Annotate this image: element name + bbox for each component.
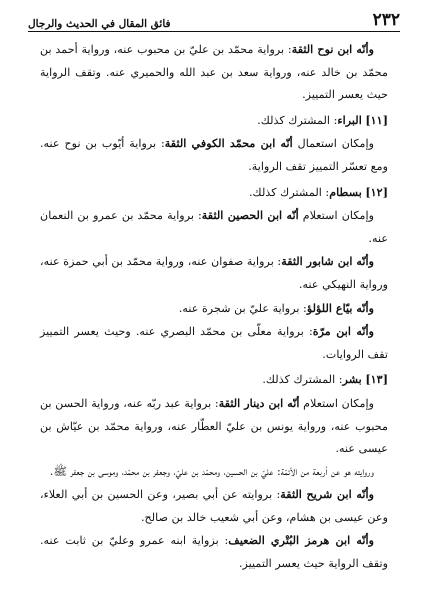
paragraph-text: : برواية أيّوب بن نوح عنه. ومع تعسّر التمييز تقف الرواية. — [40, 137, 388, 173]
paragraph-lead: وأنّه بيّاع اللؤلؤ — [306, 300, 374, 315]
entry-heading-text: : المشترك كذلك. — [248, 185, 330, 199]
paragraph — [40, 204, 388, 250]
paragraph-text: : برواية محمّد بن عمرو بن النعمان عنه. — [40, 209, 388, 245]
page-header — [28, 8, 400, 30]
paragraph — [40, 483, 388, 529]
paragraph-lead: أنّه ابن الحصين الثقة — [201, 208, 299, 223]
paragraph-prefix: وإمكان استعلام — [299, 396, 374, 410]
paragraph — [40, 38, 388, 107]
paragraph — [40, 461, 388, 484]
paragraph — [40, 529, 388, 575]
paragraph — [40, 250, 388, 296]
entry-number: [١٣] — [365, 372, 388, 387]
paragraph — [40, 392, 388, 461]
paragraph-prefix: وإمكان استعمال — [292, 137, 375, 151]
entry-heading — [40, 366, 388, 392]
entry-number: [١٢] — [365, 184, 388, 199]
entry-heading — [40, 179, 388, 205]
entry-heading-text: : المشترك كذلك. — [257, 113, 338, 127]
paragraph-text: : بروايته عن أبي بصير، وعن الحسين بن أبي العلاء، وعن عيسى بن هشام، وعن أبي شعيب خالد بن صالح. — [40, 488, 388, 524]
paragraph-lead: وأنّه ابن نوح الثقة — [291, 42, 374, 56]
entry-number: [١١] — [365, 112, 388, 127]
paragraph-text: : برواية صفوان عنه، ورواية محمّد بن أبي حمزة عنه، ورواية النهيكي عنه. — [40, 255, 388, 291]
entry-heading — [40, 107, 388, 133]
paragraph-text: : برواية عليّ بن شجرة عنه. — [178, 301, 307, 315]
page-number: ٢٣٢ — [372, 10, 400, 30]
paragraph — [40, 320, 388, 366]
running-title: فائق المقال في الحديث والرجال — [28, 18, 171, 30]
entry-name: بسطام — [329, 184, 362, 199]
paragraph-prefix: وإمكان استعلام — [298, 209, 374, 223]
paragraph-text: : برواية عبد ربّه عنه، ورواية الحسن بن محبوب عنه، ورواية يونس بن عليّ العطّار عنه، ورواية محمّد بن عيّاش بن عيسى عنه. — [40, 396, 388, 456]
entry-name: بشر — [342, 372, 362, 387]
page-body — [40, 38, 388, 576]
paragraph-text: وروايته هو عن أربعة من الأئمّة: عليّ بن الحسين، ومحمّد بن عليّ، وجعفر بن محمّد، وموسى بن جعفر ﷺ. — [49, 464, 374, 478]
paragraph-text: : برواية محمّد بن عليّ بن محبوب عنه، ورواية أحمد بن محمّد بن خالد عنه، ورواية سعد بن عبد الله والحميري عنه. وتقف الرواية حيث يعسر التمييز. — [40, 43, 388, 102]
paragraph-lead: أنّه ابن دينار الثقة — [218, 395, 300, 410]
header-divider — [28, 31, 400, 32]
paragraph-lead: وأنّه ابن مرّة — [312, 324, 374, 339]
paragraph-text: : برواية معلّى بن محمّد البصري عنه. وحيث يعسر التمييز تقف الروايات. — [40, 325, 388, 361]
entry-name: البراء — [337, 112, 362, 127]
paragraph-lead: وأنّه ابن هرمز البُتْري الضعيف — [228, 533, 374, 548]
entry-heading-text: : المشترك كذلك. — [262, 373, 343, 387]
paragraph — [40, 132, 388, 178]
paragraph-lead: وأنّه ابن شابور الثقة — [281, 254, 374, 269]
paragraph — [40, 297, 388, 321]
paragraph-lead: أنّه ابن محمّد الكوفي الثقة — [164, 136, 293, 151]
paragraph-text: : بزواية ابنه عمرو وعليّ بن ثابت عنه. وتقف الرواية حيث يعسر التمييز. — [40, 534, 388, 571]
paragraph-lead: وأنّه ابن شريح الثقة — [280, 487, 374, 502]
